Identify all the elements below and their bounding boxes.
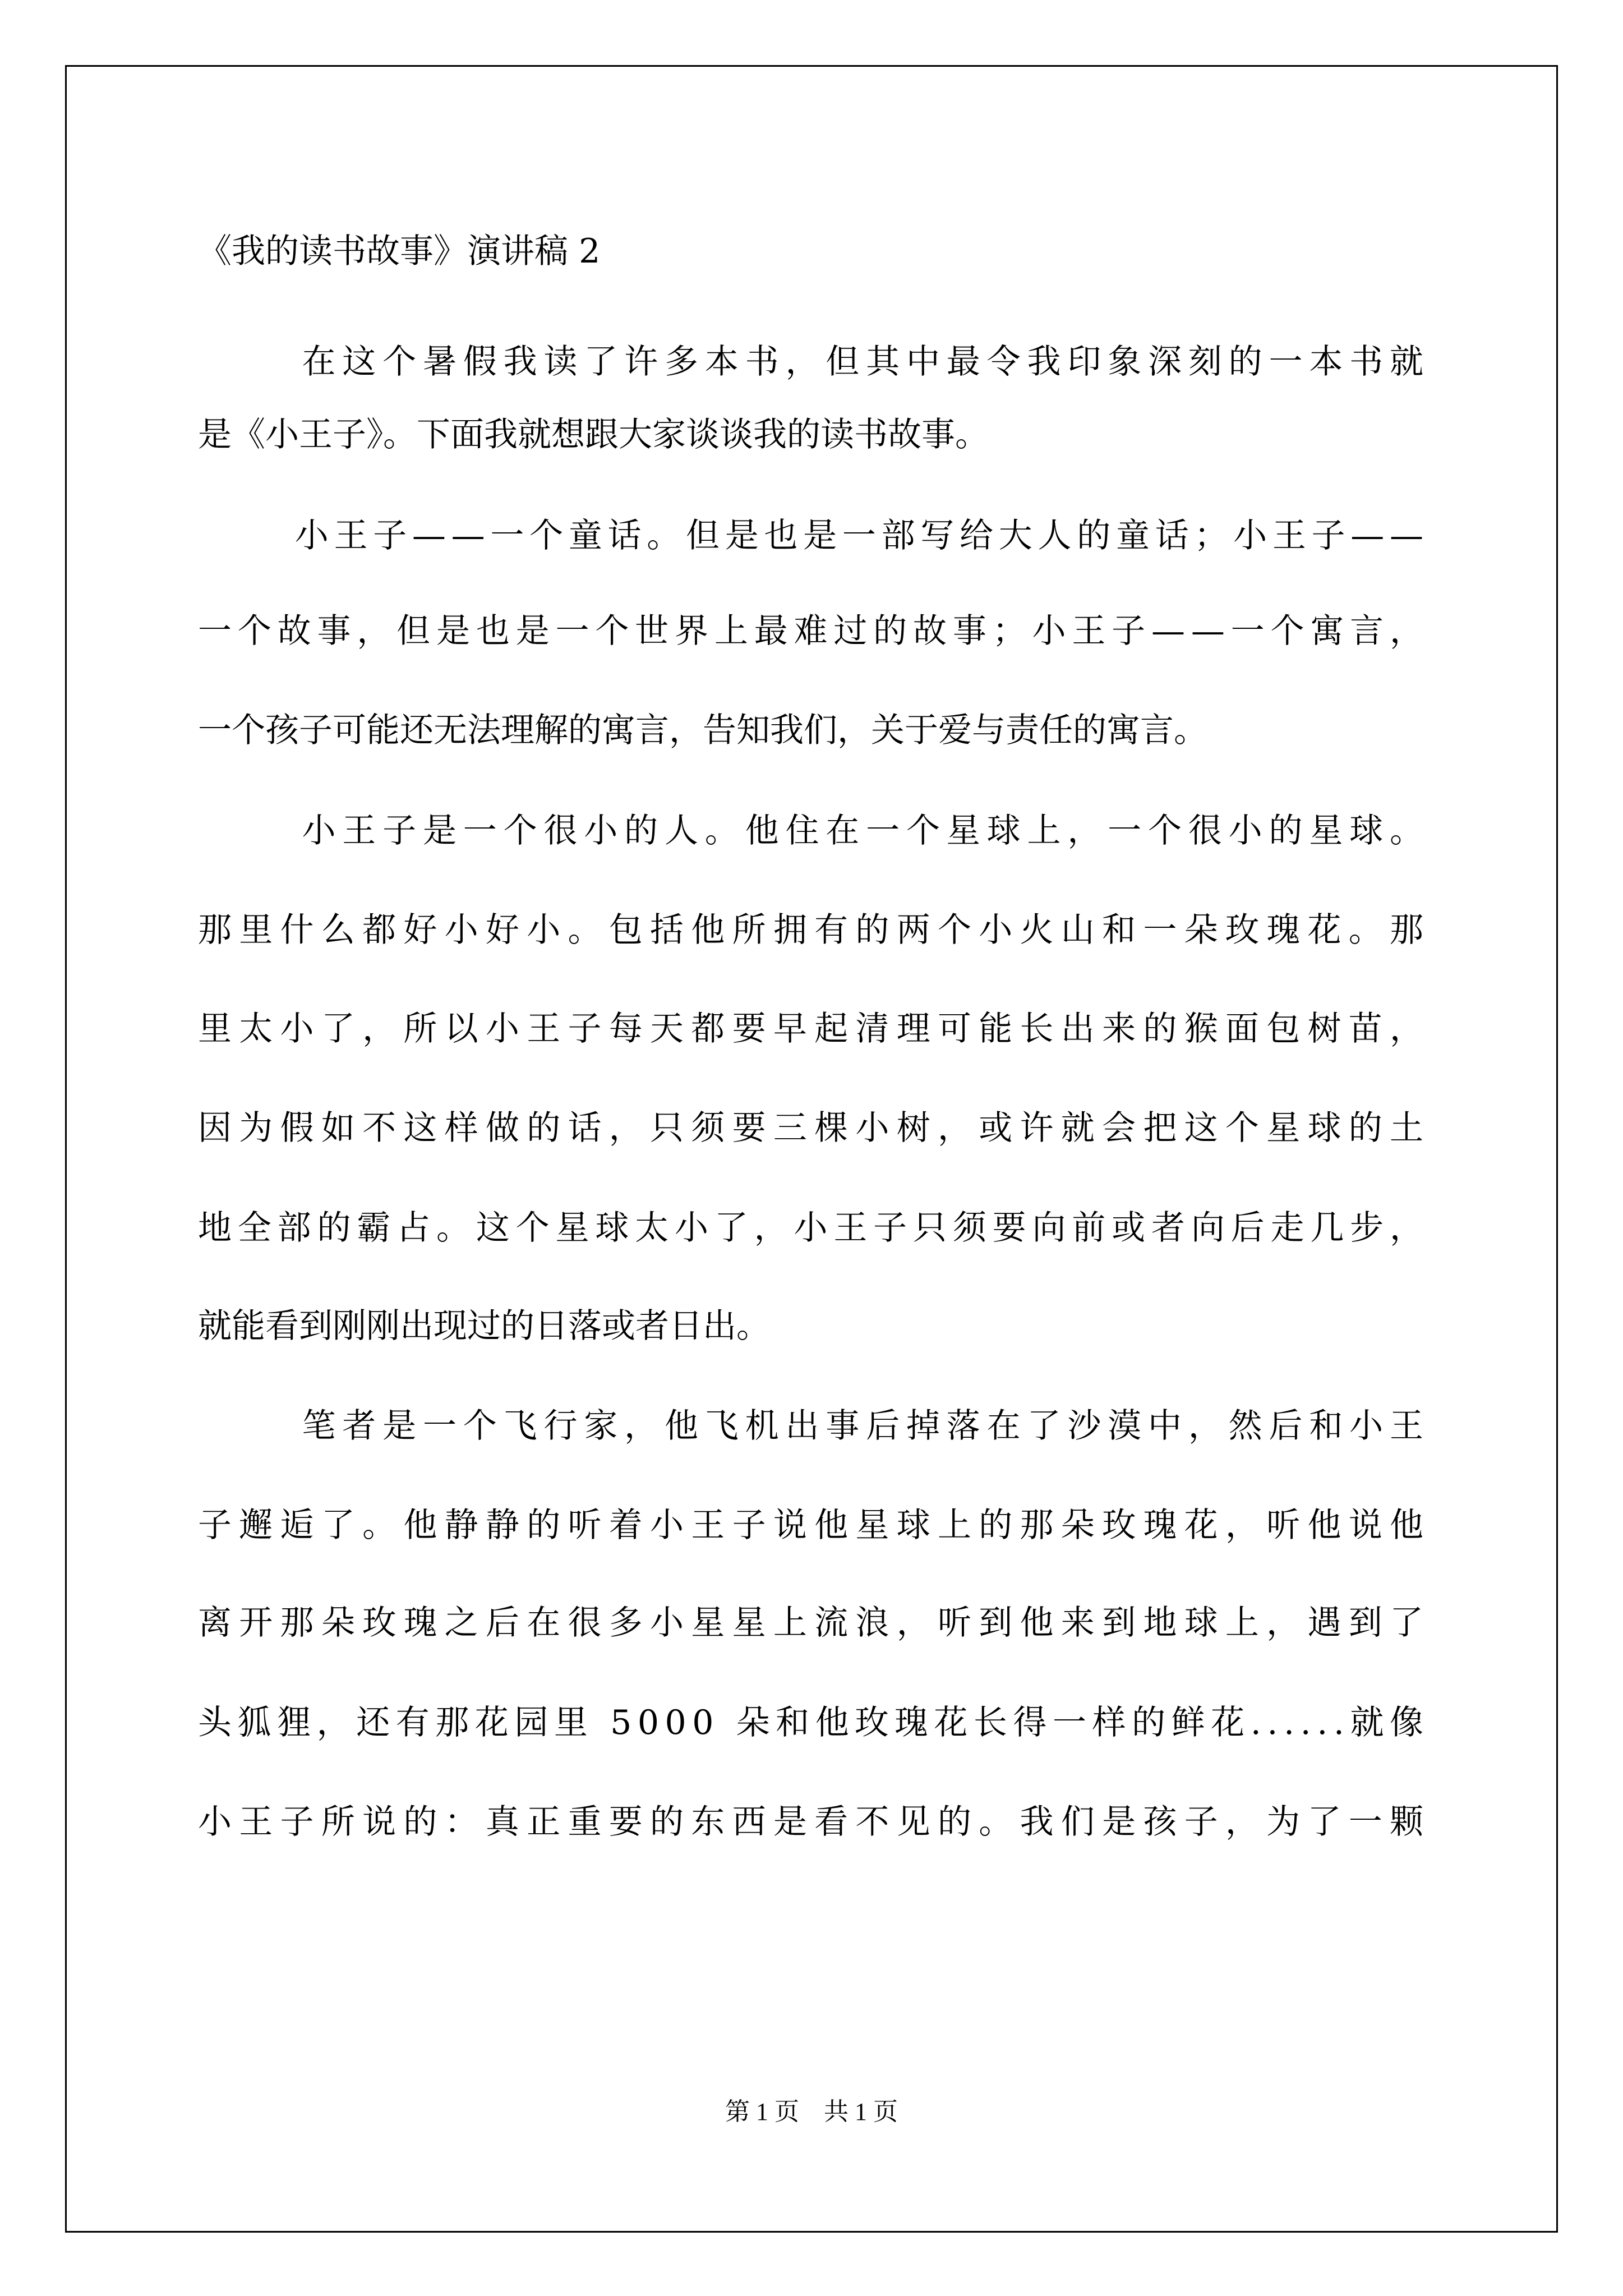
text-line: 笔者是一个飞行家，他飞机出事后掉落在了沙漠中，然后和小王 (198, 1406, 1430, 1446)
text-line: 离开那朵玫瑰之后在很多小星星上流浪，听到他来到地球上，遇到了 (198, 1603, 1431, 1642)
text-line: 那里什么都好小好小。包括他所拥有的两个小火山和一朵玫瑰花。那 (198, 910, 1431, 950)
text-line: 因为假如不这样做的话，只须要三棵小树，或许就会把这个星球的土 (198, 1108, 1431, 1148)
text-line: 小王子——一个童话。但是也是一部写给大人的童话；小王子—— (198, 516, 1429, 555)
text-line: 里太小了，所以小王子每天都要早起清理可能长出来的猴面包树苗， (198, 1009, 1431, 1048)
text-line: 在这个暑假我读了许多本书，但其中最令我印象深刻的一本书就 (198, 342, 1430, 381)
text-line: 小王子是一个很小的人。他住在一个星球上，一个很小的星球。 (198, 811, 1430, 850)
text-line: 地全部的霸占。这个星球太小了，小王子只须要向前或者向后走几步， (198, 1208, 1430, 1248)
text-line: 子邂逅了。他静静的听着小王子说他星球上的那朵玫瑰花，听他说他 (198, 1506, 1431, 1545)
text-line: 头狐狸，还有那花园里 5000 朵和他玫瑰花长得一样的鲜花......就像 (198, 1703, 1430, 1742)
text-line: 是《小王子》。下面我就想跟大家谈谈我的读书故事。 (198, 415, 989, 454)
text-line: 一个故事，但是也是一个世界上最难过的故事；小王子——一个寓言， (198, 611, 1430, 651)
page-number-footer: 第 1 页 共 1 页 (725, 2098, 898, 2125)
text-line: 就能看到刚刚出现过的日落或者日出。 (198, 1306, 770, 1346)
text-line: 小王子所说的：真正重要的东西是看不见的。我们是孩子，为了一颗 (198, 1802, 1431, 1842)
document-title: 《我的读书故事》演讲稿 2 (198, 232, 601, 271)
text-line: 一个孩子可能还无法理解的寓言，告知我们，关于爱与责任的寓言。 (198, 711, 1207, 750)
